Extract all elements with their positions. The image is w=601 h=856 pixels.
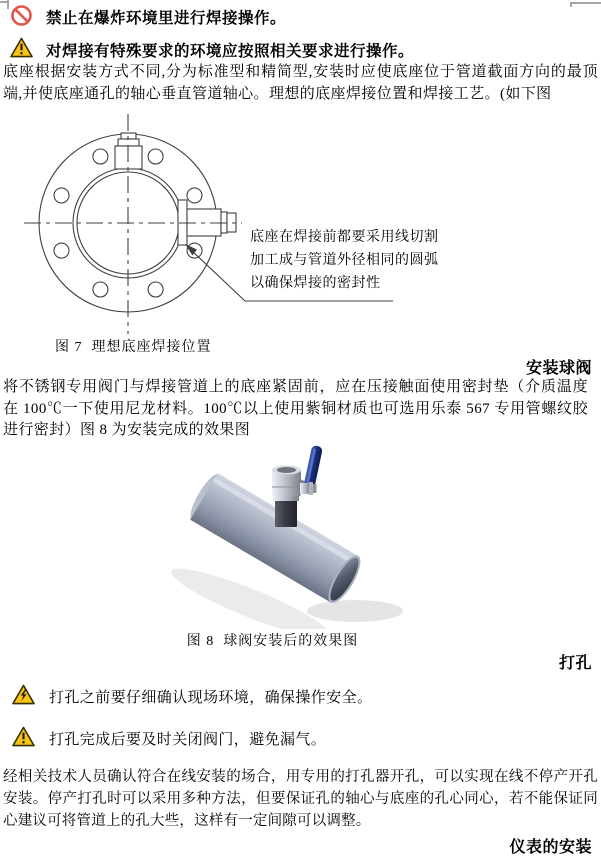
page-edge-artifact <box>570 2 572 7</box>
warning-icon <box>10 37 33 60</box>
drill-warning-1-text: 打孔之前要仔细确认现场环境，确保操作安全。 <box>49 690 373 706</box>
welding-warning-notice <box>10 37 414 61</box>
electric-hazard-icon <box>12 684 35 707</box>
paragraph-online-drilling: 经相关技术人员确认符合在线安装的场合，用专用的打孔器开孔，可以实现在线不停产开孔安装。停产打孔时可以采用多种方法，但要保证孔的轴心与底座的孔心同心，若不能保证同心建议可将管道上的孔大些，这样有一定间隙可以调整。 <box>3 769 598 829</box>
figure7-callout <box>250 226 460 295</box>
callout-line: 底座在焊接前都要采用线切割 <box>250 230 439 245</box>
heading-instrument-install: 仪表的安装 <box>509 839 592 856</box>
callout-line: 以确保焊接的密封性 <box>250 276 381 291</box>
heading-drill: 打孔 <box>558 655 592 672</box>
welding-warning-text: 对焊接有特殊要求的环境应按照相关要求进行操作。 <box>46 43 415 60</box>
figure8-ball-valve-image <box>150 443 470 629</box>
drill-warning-2-text: 打孔完成后要及时关闭阀门，避免漏气。 <box>49 732 327 748</box>
heading-ball-valve: 安装球阀 <box>525 360 592 377</box>
prohibition-icon <box>10 4 33 27</box>
page-edge-artifact <box>7 0 9 9</box>
callout-line: 加工成与管道外径相同的圆弧 <box>250 253 439 268</box>
prohibition-text: 禁止在爆炸环境里进行焊接操作。 <box>46 10 287 27</box>
figure8-caption: 图 8 球阀安装后的效果图 <box>186 634 359 649</box>
prohibition-notice <box>10 4 286 28</box>
pipe-shadow <box>307 600 403 622</box>
page-edge-artifact <box>570 2 601 4</box>
drill-warning-1 <box>12 684 372 707</box>
warning-icon <box>12 726 35 749</box>
drill-warning-2 <box>12 726 326 749</box>
valve-stem <box>275 499 297 527</box>
paragraph-valve-seal: 将不锈钢专用阀门与焊接管道上的底座紧固前，应在压接触面使用密封垫（介质温度在 100℃一下使用尼龙材料。100℃以上使用紫铜材质也可选用乐泰 567 专用管螺纹胶进行密封）图 8 为安装完成的效果图 <box>3 379 588 438</box>
ball-valve <box>272 445 323 527</box>
figure7-caption: 图 7 理想底座焊接位置 <box>55 340 212 355</box>
paragraph-base-install: 底座根据安装方式不同,分为标准型和精简型,安装时应使底座位于管道截面方向的最顶端,并使底座通孔的轴心垂直管道轴心。理想的底座焊接位置和焊接工艺。(如下图 <box>3 64 598 102</box>
